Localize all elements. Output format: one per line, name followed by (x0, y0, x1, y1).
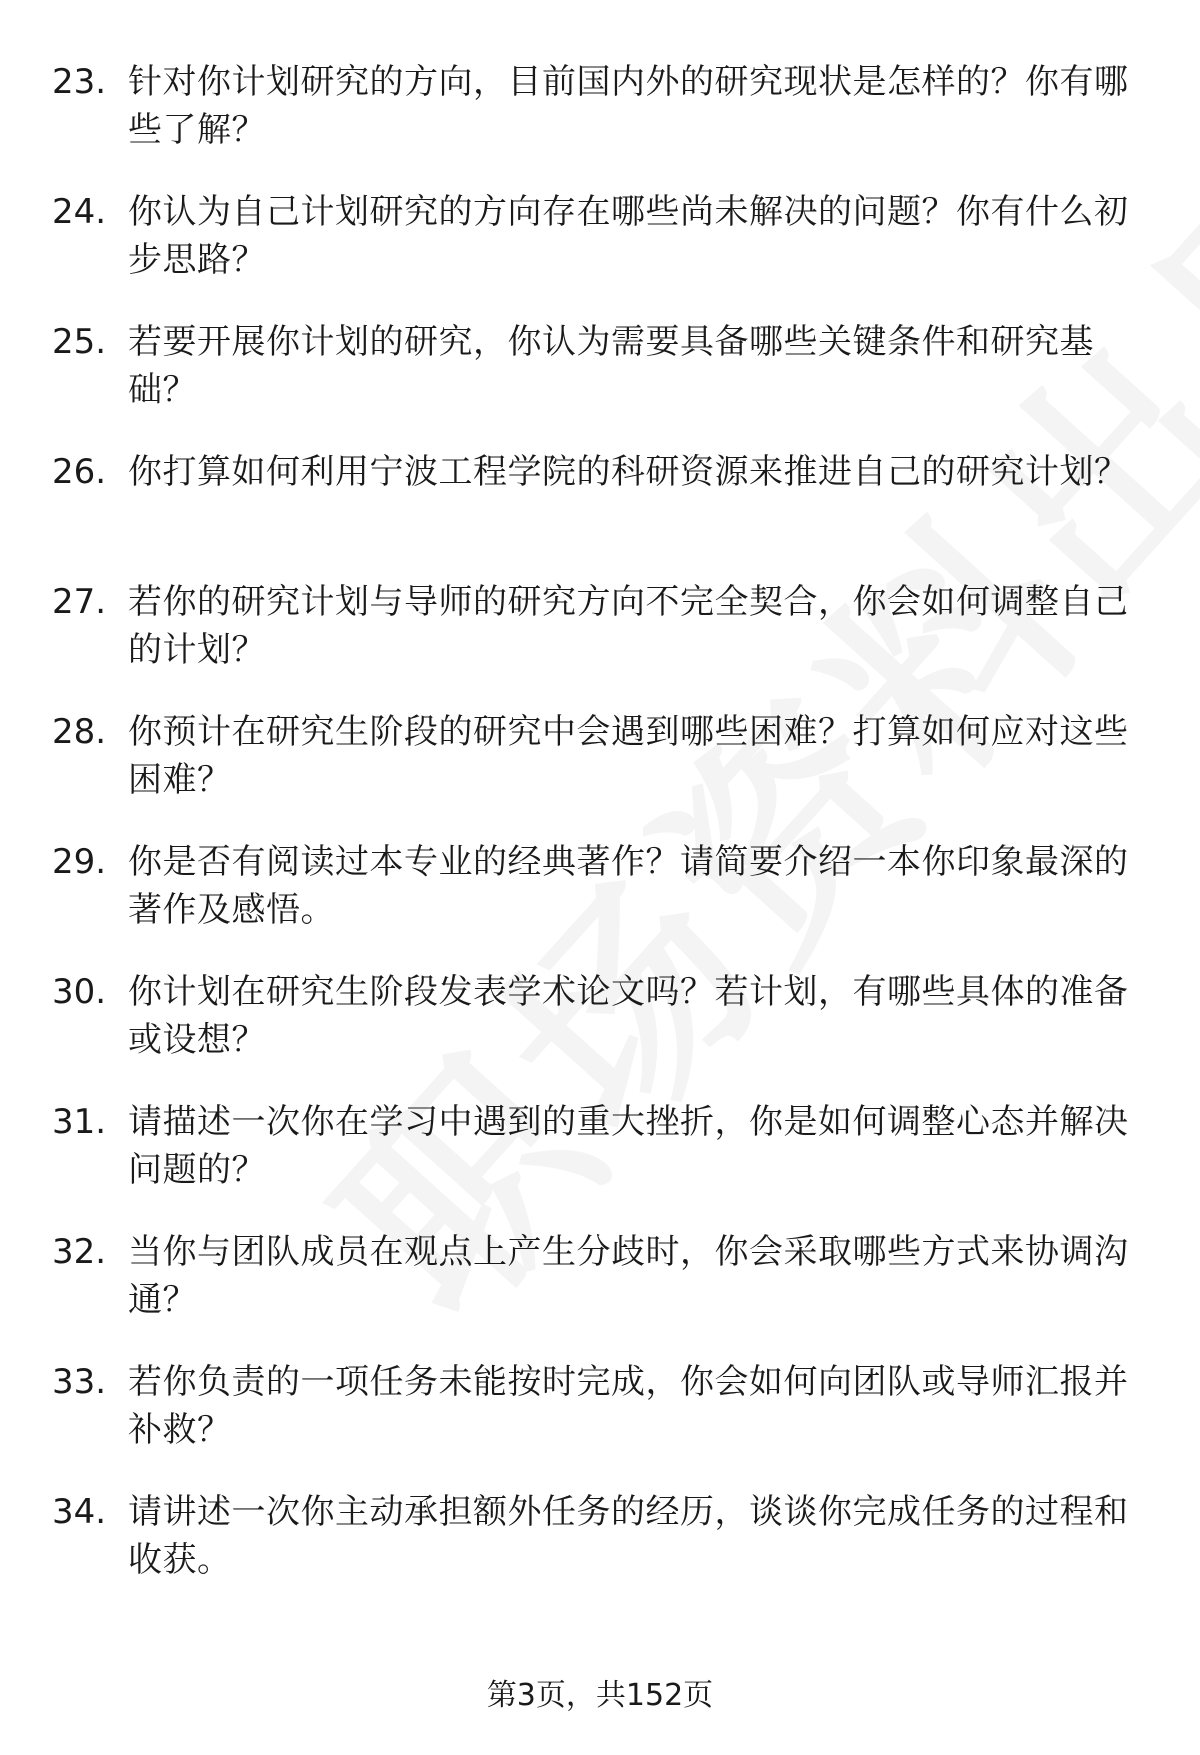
question-number: 26. (52, 452, 107, 492)
question-number: 25. (52, 322, 107, 362)
question-text: 你计划在研究生阶段发表学术论文吗？若计划，有哪些具体的准备或设想？ (128, 972, 1129, 1060)
list-item (0, 448, 1200, 559)
question-number: 28. (52, 712, 107, 752)
question-text: 你预计在研究生阶段的研究中会遇到哪些困难？打算如何应对这些困难？ (128, 712, 1129, 800)
list-item (0, 838, 1200, 949)
question-text: 若你负责的一项任务未能按时完成，你会如何向团队或导师汇报并补救？ (128, 1362, 1129, 1450)
question-number: 33. (52, 1362, 107, 1402)
question-text: 请讲述一次你主动承担额外任务的经历，谈谈你完成任务的过程和收获。 (128, 1492, 1129, 1580)
page-footer: 第3页，共152页 (486, 1678, 714, 1713)
list-item (0, 708, 1200, 819)
question-number: 27. (52, 582, 107, 622)
list-item (0, 58, 1200, 169)
question-text: 当你与团队成员在观点上产生分歧时，你会采取哪些方式来协调沟通？ (128, 1232, 1129, 1320)
question-number: 24. (52, 192, 107, 232)
question-text: 若你的研究计划与导师的研究方向不完全契合，你会如何调整自己的计划？ (128, 582, 1129, 670)
list-item (0, 968, 1200, 1079)
question-number: 34. (52, 1492, 107, 1532)
question-text: 针对你计划研究的方向，目前国内外的研究现状是怎样的？你有哪些了解？ (128, 62, 1129, 150)
question-text: 请描述一次你在学习中遇到的重大挫折，你是如何调整心态并解决问题的？ (128, 1102, 1129, 1190)
list-item (0, 188, 1200, 299)
list-item (0, 1358, 1200, 1469)
question-number: 23. (52, 62, 107, 102)
question-text: 你认为自己计划研究的方向存在哪些尚未解决的问题？你有什么初步思路？ (128, 192, 1129, 280)
question-number: 30. (52, 972, 107, 1012)
question-text: 你打算如何利用宁波工程学院的科研资源来推进自己的研究计划？ (128, 452, 1129, 492)
question-list (0, 58, 1200, 1618)
question-text: 若要开展你计划的研究，你认为需要具备哪些关键条件和研究基础？ (128, 322, 1094, 410)
question-number: 32. (52, 1232, 107, 1272)
list-item (0, 318, 1200, 429)
list-item (0, 1098, 1200, 1209)
question-number: 31. (52, 1102, 107, 1142)
question-number: 29. (52, 842, 107, 882)
list-item (0, 1228, 1200, 1339)
list-item (0, 1488, 1200, 1599)
list-item (0, 578, 1200, 689)
question-text: 你是否有阅读过本专业的经典著作？请简要介绍一本你印象最深的著作及感悟。 (128, 842, 1129, 930)
